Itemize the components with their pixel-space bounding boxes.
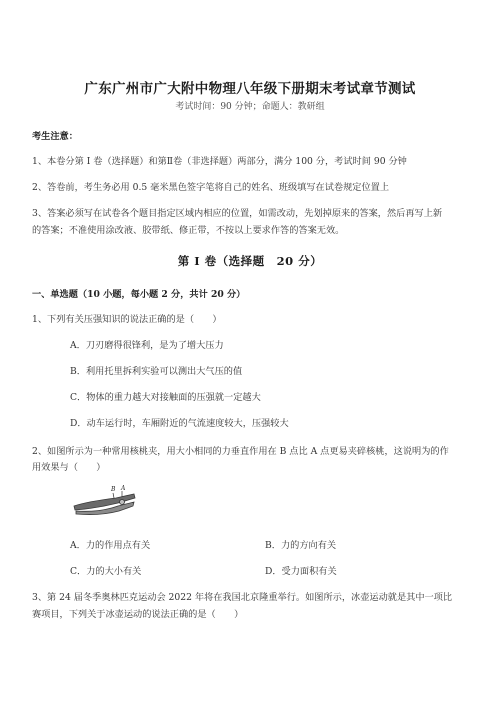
page-title: 广东广州市广大附中物理八年级下册期末考试章节测试 [84, 81, 416, 97]
nutcracker-pivot [120, 500, 125, 505]
notice-item-2: 2、答卷前，考生务必用 0.5 毫米黑色签字笔将自己的姓名、班级填写在试卷规定位置上 [32, 182, 390, 193]
question-1-option-c: C．物体的重力越大对接触面的压强就一定越大 [70, 392, 261, 403]
notice-item-1: 1、本卷分第 I 卷（选择题）和第Ⅱ卷（非选择题）两部分，满分 100 分，考试时间 90 分钟 [32, 156, 407, 167]
question-2-option-b: B．力的方向有关 [265, 540, 337, 551]
notice-item-3: 3、答案必须写在试卷各个题目指定区域内相应的位置，如需改动，先划掉原来的答案，然后再写上新 [32, 208, 443, 219]
section-title: 第 I 卷（选择题 20 分） [177, 254, 323, 268]
question-1-option-d: D．动车运行时，车厢附近的气流速度较大，压强较大 [70, 418, 289, 429]
exam-meta: 考试时间：90 分钟；命题人：教研组 [175, 102, 325, 112]
question-1-stem: 1、下列有关压强知识的说法正确的是（ ） [32, 314, 222, 325]
part-heading: 一、单选题（10 小题，每小题 2 分，共计 20 分） [32, 289, 246, 300]
question-1-option-a: A．刀刃磨得很锋利，是为了增大压力 [70, 340, 224, 351]
question-3-stem-line-1: 3、第 24 届冬季奥林匹克运动会 2022 年将在我国北京隆重举行。如图所示，冰壶运动就是其中一项比 [32, 592, 453, 603]
nutcracker-figure [72, 484, 138, 518]
question-2-option-d: D．受力面积有关 [265, 566, 337, 577]
question-1-option-b: B．利用托里拆利实验可以测出大气压的值 [70, 366, 243, 377]
notice-heading: 考生注意： [32, 131, 78, 142]
question-2-stem-line-2: 用效果与（ ） [32, 462, 106, 473]
label-b: B [111, 486, 116, 493]
notice-item-3-continued: 的答案；不准使用涂改液、胶带纸、修正带，不按以上要求作答的答案无效。 [32, 225, 345, 236]
point-b-marker [113, 493, 114, 498]
question-2-option-a: A．力的作用点有关 [70, 540, 151, 551]
question-3-stem-line-2: 赛项目，下列关于冰壶运动的说法正确的是（ ） [32, 609, 244, 620]
label-a: A [121, 485, 126, 492]
question-2-stem-line-1: 2、如图所示为一种常用核桃夹，用大小相同的力垂直作用在 B 点比 A 点更易夹碎核桃，这说明为的作 [32, 446, 449, 457]
question-2-option-c: C．力的大小有关 [70, 566, 142, 577]
